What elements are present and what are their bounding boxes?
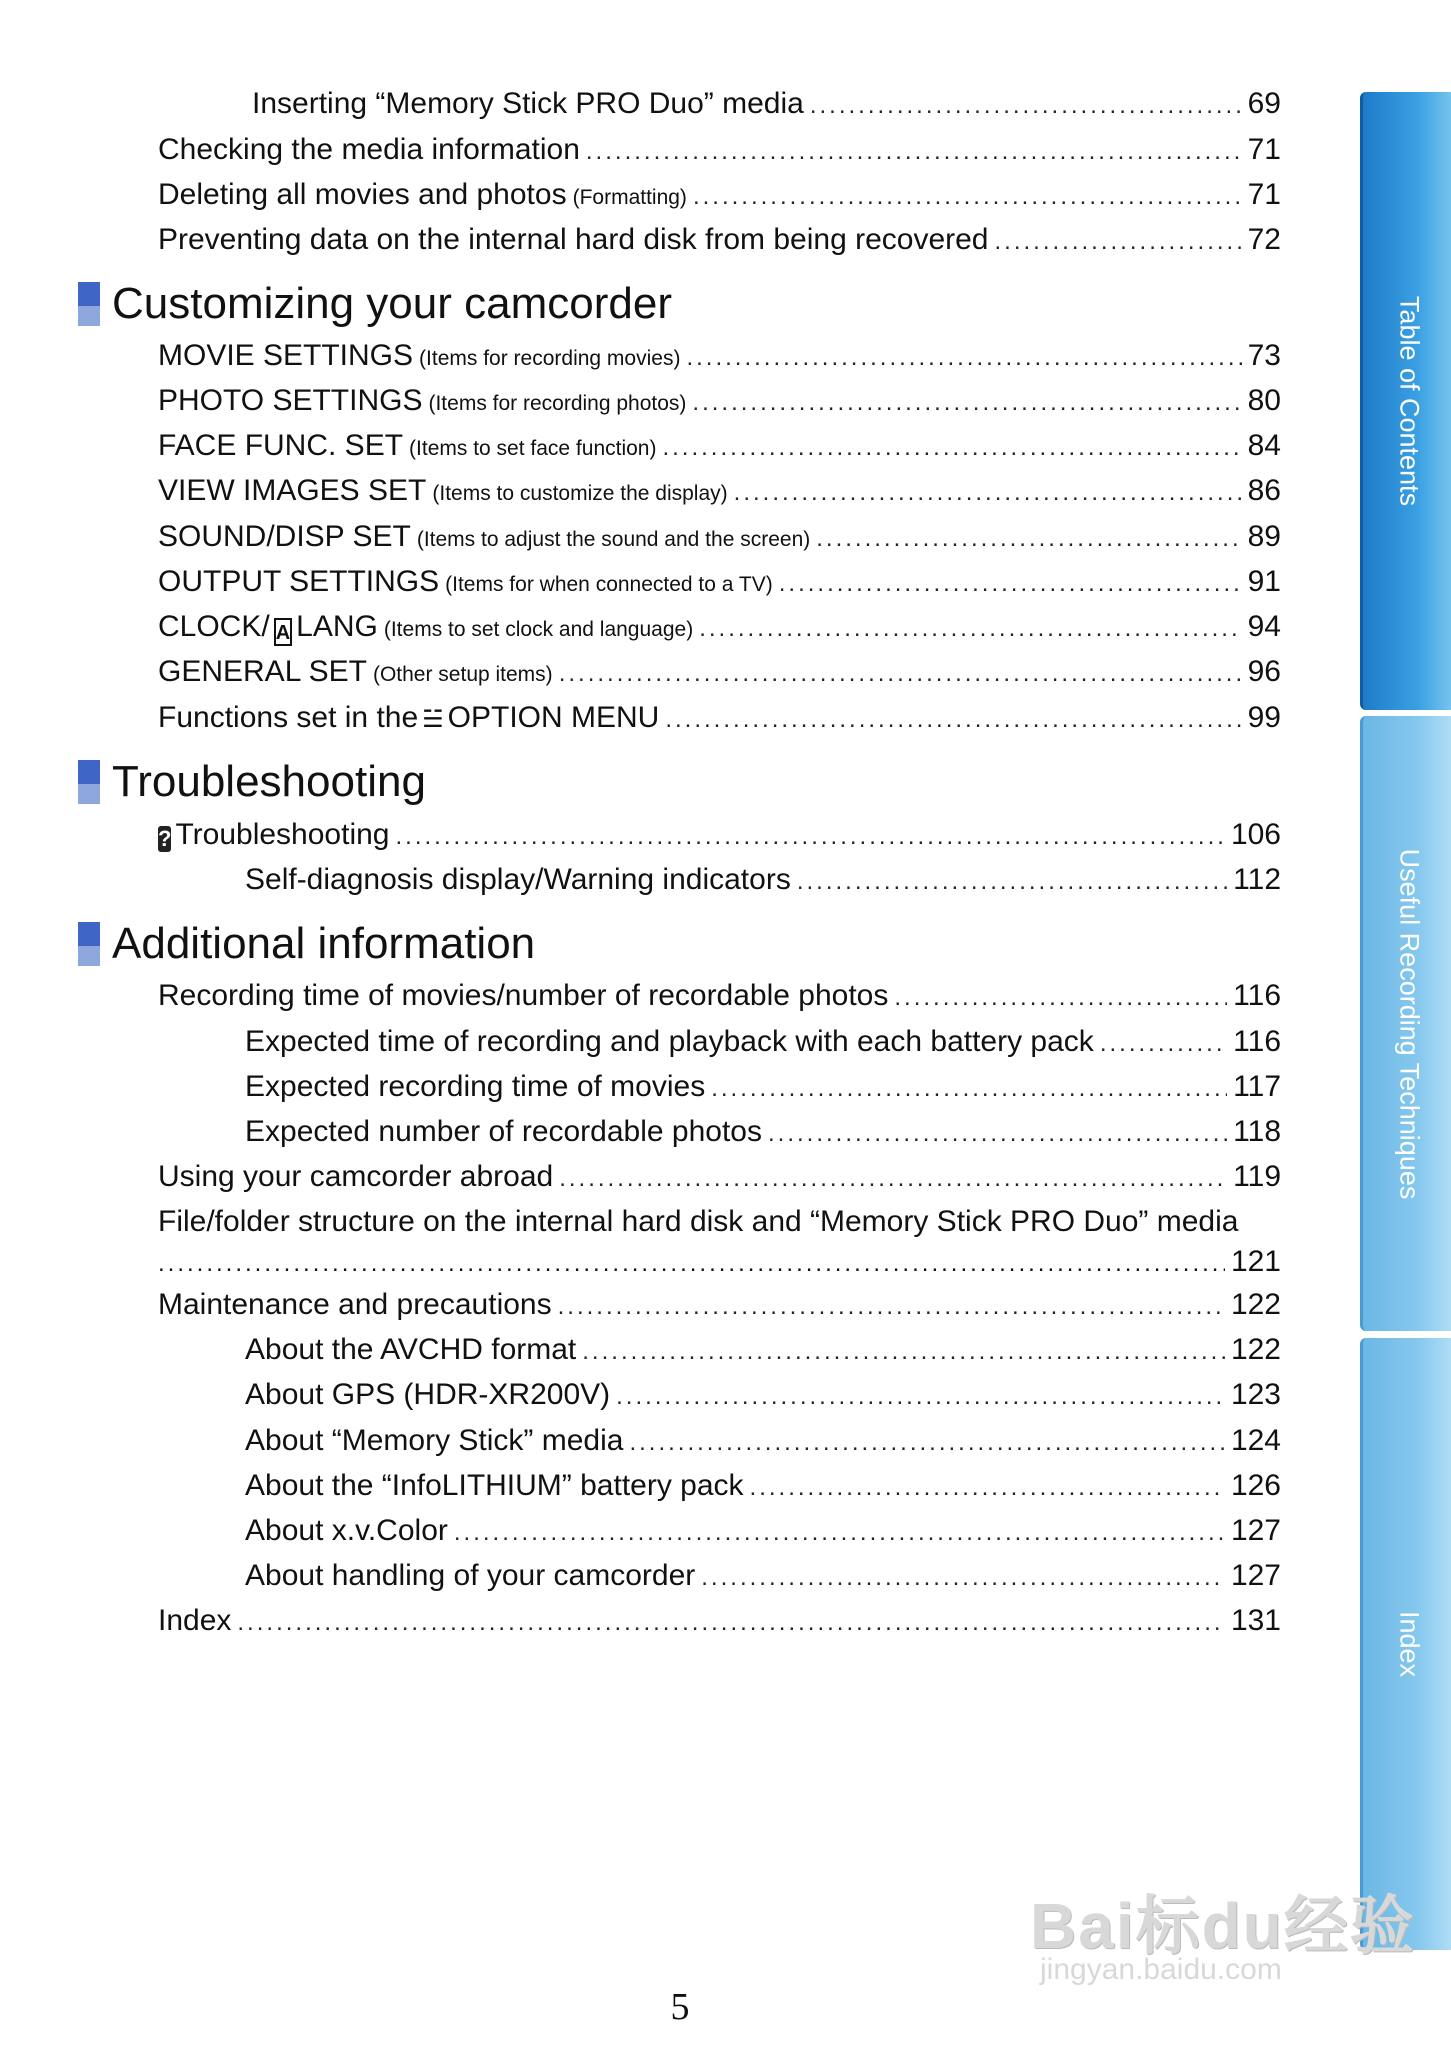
entry-page: 121 [1230, 1245, 1281, 1278]
tab-table-of-contents[interactable] [1360, 92, 1451, 710]
entry-title: MOVIE SETTINGS [158, 339, 414, 372]
leader-dots [662, 428, 1241, 468]
toc-entry[interactable] [158, 976, 1281, 1018]
toc-entry[interactable] [245, 1511, 1281, 1553]
section-title: Customizing your camcorder [112, 279, 672, 328]
entry-subtitle: (Items for when connected to a TV) [445, 573, 773, 596]
section-heading-customizing [78, 278, 672, 330]
leader-dots [395, 817, 1224, 857]
leader-dots [768, 1114, 1227, 1154]
entry-title: Inserting “Memory Stick PRO Duo” media [252, 87, 804, 120]
leader-dots [616, 1377, 1225, 1417]
toc-entry[interactable] [158, 426, 1281, 469]
toc-entry[interactable] [158, 815, 1281, 857]
entry-page: 122 [1230, 1288, 1281, 1321]
toc-entry[interactable] [158, 562, 1281, 605]
leader-dots [558, 1287, 1225, 1327]
toc-entry[interactable] [158, 175, 1281, 218]
entry-page: 91 [1247, 565, 1281, 598]
leader-dots [816, 519, 1241, 559]
entry-title: Functions set in the [158, 701, 419, 734]
toc-entry[interactable] [245, 1067, 1281, 1109]
entry-title: GENERAL SET [158, 655, 367, 688]
entry-page: 106 [1230, 818, 1281, 851]
section-title: Troubleshooting [112, 757, 426, 806]
entry-title: CLOCK/ [158, 610, 270, 643]
leader-dots [1100, 1024, 1227, 1064]
entry-title: Index [158, 1604, 232, 1637]
toc-entry[interactable] [245, 1022, 1281, 1064]
leader-dots [750, 1468, 1225, 1508]
toc-entry[interactable] [158, 652, 1281, 695]
section-heading-troubleshooting [78, 756, 426, 808]
entry-title: Using your camcorder abroad [158, 1160, 554, 1193]
entry-title: About handling of your camcorder [245, 1559, 696, 1592]
toc-entry-multiline[interactable] [158, 1202, 1281, 1284]
entry-title: Expected number of recordable photos [245, 1115, 762, 1148]
entry-page: 73 [1247, 339, 1281, 372]
toc-entry[interactable] [245, 1556, 1281, 1598]
leader-dots [894, 978, 1227, 1018]
leader-dots [665, 700, 1241, 740]
entry-title: About the AVCHD format [245, 1333, 577, 1366]
entry-title: Troubleshooting [175, 818, 390, 851]
tab-label: Index [1394, 1610, 1424, 1678]
toc-entry[interactable] [158, 381, 1281, 424]
entry-page: 71 [1247, 178, 1281, 211]
entry-page: 123 [1230, 1378, 1281, 1411]
leader-dots [692, 383, 1241, 423]
leader-dots [699, 609, 1241, 649]
entry-page: 71 [1247, 133, 1281, 166]
entry-subtitle: (Items to set face function) [409, 437, 657, 460]
entry-subtitle: (Items for recording movies) [419, 347, 681, 370]
entry-title: Deleting all movies and photos [158, 178, 567, 211]
entry-page: 131 [1230, 1604, 1281, 1637]
entry-title: About GPS (HDR-XR200V) [245, 1378, 611, 1411]
entry-page: 117 [1233, 1070, 1281, 1103]
entry-page: 127 [1230, 1559, 1281, 1592]
entry-page: 112 [1233, 863, 1281, 896]
tab-label: Useful Recording Techniques [1394, 848, 1424, 1199]
section-heading-additional [78, 918, 535, 970]
entry-title-suffix: OPTION MENU [447, 701, 660, 734]
entry-page: 84 [1247, 429, 1281, 462]
entry-page: 119 [1233, 1160, 1281, 1193]
entry-page: 80 [1247, 384, 1281, 417]
watermark-domain: jingyan.baidu.com [1040, 1953, 1282, 1986]
leader-dots [586, 132, 1242, 172]
entry-title: Recording time of movies/number of recordable photos [158, 979, 889, 1012]
toc-entry[interactable] [158, 1601, 1281, 1643]
entry-subtitle: (Items for recording photos) [428, 392, 687, 415]
leader-dots [701, 1558, 1225, 1598]
question-icon: ? [158, 826, 172, 851]
toc-entry[interactable] [245, 1112, 1281, 1154]
section-marker [78, 760, 100, 804]
toc-entry[interactable] [158, 607, 1281, 650]
toc-entry[interactable] [245, 1466, 1281, 1508]
entry-subtitle: (Items to adjust the sound and the screen) [416, 528, 811, 551]
toc-entry[interactable] [158, 698, 1281, 740]
tab-index[interactable] [1360, 1338, 1451, 1950]
page-number: 5 [670, 1986, 690, 2028]
entry-title: About the “InfoLITHIUM” battery pack [245, 1469, 744, 1502]
toc-entry[interactable] [158, 471, 1281, 514]
entry-page: 72 [1247, 223, 1281, 256]
toc-entry[interactable] [158, 220, 1281, 262]
entry-subtitle: (Items to set clock and language) [383, 618, 694, 641]
entry-page: 99 [1247, 701, 1281, 734]
leader-dots [693, 177, 1242, 217]
entry-title: FACE FUNC. SET [158, 429, 404, 462]
entry-title: Expected time of recording and playback with each battery pack [245, 1025, 1094, 1058]
watermark-brand: Bai标du经验 [1030, 1890, 1416, 1962]
entry-page: 124 [1230, 1424, 1281, 1457]
leader-dots [711, 1069, 1227, 1109]
entry-page: 127 [1230, 1514, 1281, 1547]
leader-dots [454, 1513, 1225, 1553]
leader-dots [734, 473, 1242, 513]
option-menu-icon: ☱ [422, 706, 444, 733]
entry-page: 69 [1247, 87, 1281, 120]
entry-title: Checking the media information [158, 133, 580, 166]
entry-subtitle: (Items to customize the display) [432, 482, 728, 505]
leader-dots [559, 1159, 1227, 1199]
entry-page: 126 [1230, 1469, 1281, 1502]
toc-entry[interactable] [252, 84, 1281, 126]
entry-page: 122 [1230, 1333, 1281, 1366]
entry-title: File/folder structure on the internal hard disk and “Memory Stick PRO Duo” media [158, 1205, 1239, 1238]
entry-title: SOUND/DISP SET [158, 520, 411, 553]
toc-entry[interactable] [245, 1330, 1281, 1372]
toc-entry[interactable] [245, 1421, 1281, 1463]
toc-entry[interactable] [245, 860, 1281, 902]
leader-dots [686, 338, 1241, 378]
leader-dots [995, 222, 1242, 262]
entry-title: OUTPUT SETTINGS [158, 565, 440, 598]
entry-title: PHOTO SETTINGS [158, 384, 423, 417]
leader-dots [797, 862, 1227, 902]
clock-language-icon: A [274, 618, 292, 646]
entry-page: 94 [1247, 610, 1281, 643]
toc-entry[interactable] [158, 1157, 1281, 1199]
toc-entry[interactable] [158, 336, 1281, 379]
entry-title: Maintenance and precautions [158, 1288, 552, 1321]
entry-title: Self-diagnosis display/Warning indicators [245, 863, 791, 896]
leader-dots [237, 1603, 1225, 1643]
tab-useful-recording-techniques[interactable] [1360, 716, 1451, 1331]
leader-dots [158, 1244, 1225, 1284]
leader-dots [582, 1332, 1225, 1372]
entry-subtitle: (Formatting) [572, 186, 687, 209]
toc-entry[interactable] [158, 1285, 1281, 1327]
leader-dots [779, 564, 1242, 604]
entry-title: About “Memory Stick” media [245, 1424, 624, 1457]
section-marker [78, 922, 100, 966]
watermark [1030, 1875, 1416, 1986]
entry-page: 86 [1247, 474, 1281, 507]
entry-title: About x.v.Color [245, 1514, 448, 1547]
entry-page: 116 [1233, 979, 1281, 1012]
entry-title: Expected recording time of movies [245, 1070, 706, 1103]
toc-entry[interactable] [158, 130, 1281, 172]
section-marker [78, 282, 100, 326]
section-title: Additional information [112, 919, 536, 968]
toc-entry[interactable] [245, 1375, 1281, 1417]
entry-title: VIEW IMAGES SET [158, 474, 427, 507]
entry-page: 96 [1247, 655, 1281, 688]
entry-title: Preventing data on the internal hard disk from being recovered [158, 223, 989, 256]
leader-dots [810, 86, 1242, 126]
entry-page: 89 [1247, 520, 1281, 553]
tab-label: Table of Contents [1394, 295, 1424, 507]
entry-page: 116 [1233, 1025, 1281, 1058]
entry-page: 118 [1233, 1115, 1281, 1148]
entry-leader-line [158, 1242, 1281, 1284]
leader-dots [559, 654, 1242, 694]
leader-dots [629, 1423, 1224, 1463]
entry-title-suffix: LANG [296, 610, 378, 643]
entry-subtitle: (Other setup items) [372, 663, 553, 686]
toc-entry[interactable] [158, 517, 1281, 560]
